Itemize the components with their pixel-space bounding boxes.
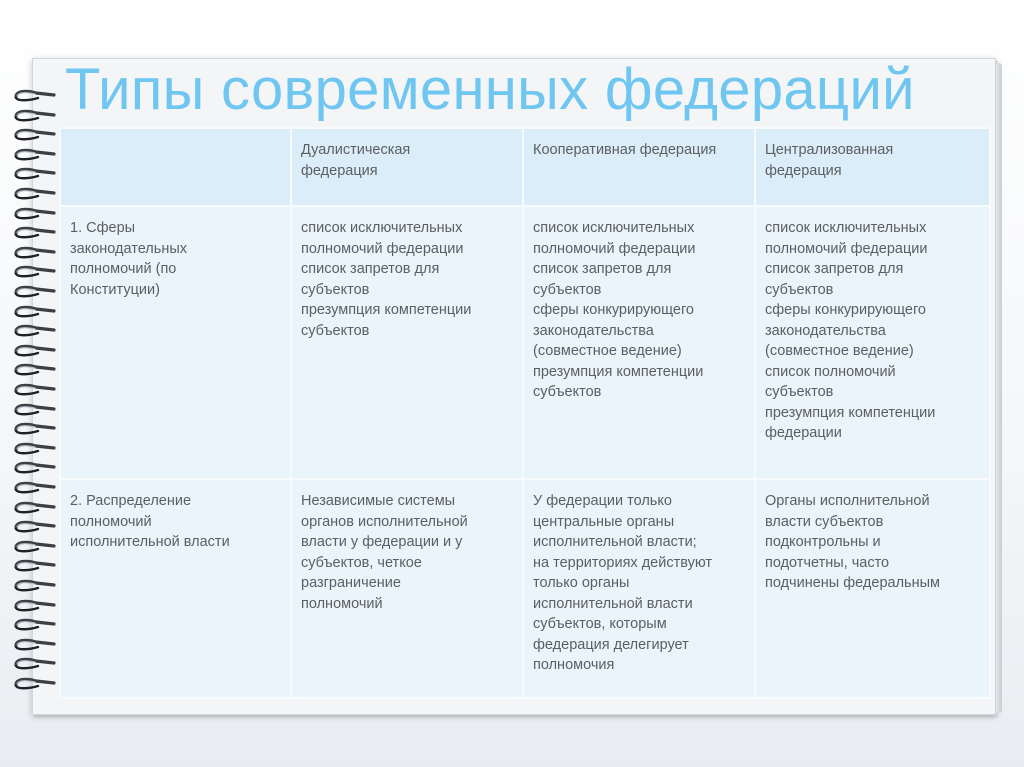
cell-text-line: презумпция компетенции (765, 404, 936, 421)
cell-text-line: субъектов (765, 384, 834, 400)
cell-text-line: подконтрольны и (765, 534, 881, 550)
cell-text-line: субъектов, которым (533, 616, 667, 632)
cell-text-line: федерация делегирует (533, 636, 689, 653)
cell-text-line: список запретов для (533, 261, 672, 277)
cell-text-line: исполнительной власти (533, 595, 693, 612)
table-cell (523, 206, 755, 479)
cell-text-line: на территориях действуют (533, 554, 713, 571)
federation-types-table (59, 127, 991, 699)
cell-text-line: список полномочий (765, 363, 896, 380)
header-text-line: федерация (301, 162, 378, 179)
header-text-line: федерация (765, 162, 842, 179)
cell-text-line: центральные органы (533, 513, 675, 530)
cell-text-line: (совместное ведение) (533, 343, 682, 359)
table-cell (523, 479, 755, 698)
table-cell (755, 206, 990, 479)
header-cell-cooperative (523, 128, 755, 206)
header-text-line: Централизованная (765, 142, 894, 158)
table-cell (755, 479, 990, 698)
header-text-line: Кооперативная федерация (533, 142, 717, 158)
slide-title: Типы современных федераций (65, 57, 915, 122)
header-cell-empty (60, 128, 291, 206)
cell-text-line: федерации (765, 425, 842, 441)
table-header-row (60, 128, 990, 206)
cell-text-line: список исключительных (533, 220, 695, 236)
cell-text-line: полномочия (533, 657, 615, 673)
row-label-cell (60, 206, 291, 479)
cell-text-line: субъектов (765, 281, 834, 298)
cell-text-line: разграничение (301, 575, 401, 591)
cell-text-line: исполнительной власти (70, 534, 230, 550)
cell-text-line: полномочий федерации (765, 240, 928, 257)
table-row-executive (60, 479, 990, 698)
cell-text-line: список запретов для (765, 261, 904, 277)
cell-text-line: полномочий (по (70, 261, 177, 277)
cell-text-line: список исключительных (765, 220, 927, 236)
cell-text-line: органов исполнительной (301, 513, 468, 530)
cell-text-line: список исключительных (301, 220, 463, 236)
cell-text-line: презумпция компетенции (533, 363, 704, 380)
cell-text-line: У федерации только (533, 493, 672, 509)
cell-text-line: сферы конкурирующего (765, 302, 926, 318)
cell-text-line: сферы конкурирующего (533, 302, 694, 318)
cell-text-line: только органы (533, 575, 630, 591)
cell-text-line: власти субъектов (765, 513, 884, 530)
cell-text-line: (совместное ведение) (765, 343, 914, 359)
header-text-line: Дуалистическая (301, 142, 411, 158)
cell-text-line: список запретов для (301, 261, 440, 277)
cell-text-line: полномочий (70, 513, 152, 530)
cell-text-line: 2. Распределение (70, 493, 192, 509)
cell-text-line: полномочий федерации (533, 240, 696, 257)
cell-text-line: субъектов (533, 384, 602, 400)
cell-text-line: полномочий (301, 595, 383, 612)
row-label-cell (60, 479, 291, 698)
cell-text-line: законодательства (765, 322, 886, 339)
cell-text-line: исполнительной власти; (533, 534, 697, 550)
cell-text-line: подчинены федеральным (765, 575, 940, 591)
cell-text-line: субъектов (533, 281, 602, 298)
header-cell-centralized (755, 128, 990, 206)
cell-text-line: власти у федерации и у (301, 534, 463, 550)
cell-text-line: субъектов, четкое (301, 554, 422, 571)
cell-text-line: Органы исполнительной (765, 493, 930, 509)
table-cell (291, 479, 523, 698)
cell-text-line: законодательства (533, 322, 654, 339)
cell-text-line: законодательных (70, 240, 187, 257)
cell-text-line: подотчетны, часто (765, 554, 890, 571)
cell-text-line: полномочий федерации (301, 240, 464, 257)
cell-text-line: 1. Сферы (70, 220, 136, 236)
cell-text-line: субъектов (301, 281, 370, 298)
table-cell (291, 206, 523, 479)
cell-text-line: презумпция компетенции (301, 302, 472, 318)
cell-text-line: Независимые системы (301, 493, 456, 509)
header-cell-dualistic (291, 128, 523, 206)
cell-text-line: субъектов (301, 322, 370, 339)
table-row-legislative (60, 206, 990, 479)
cell-text-line: Конституции) (70, 281, 160, 298)
